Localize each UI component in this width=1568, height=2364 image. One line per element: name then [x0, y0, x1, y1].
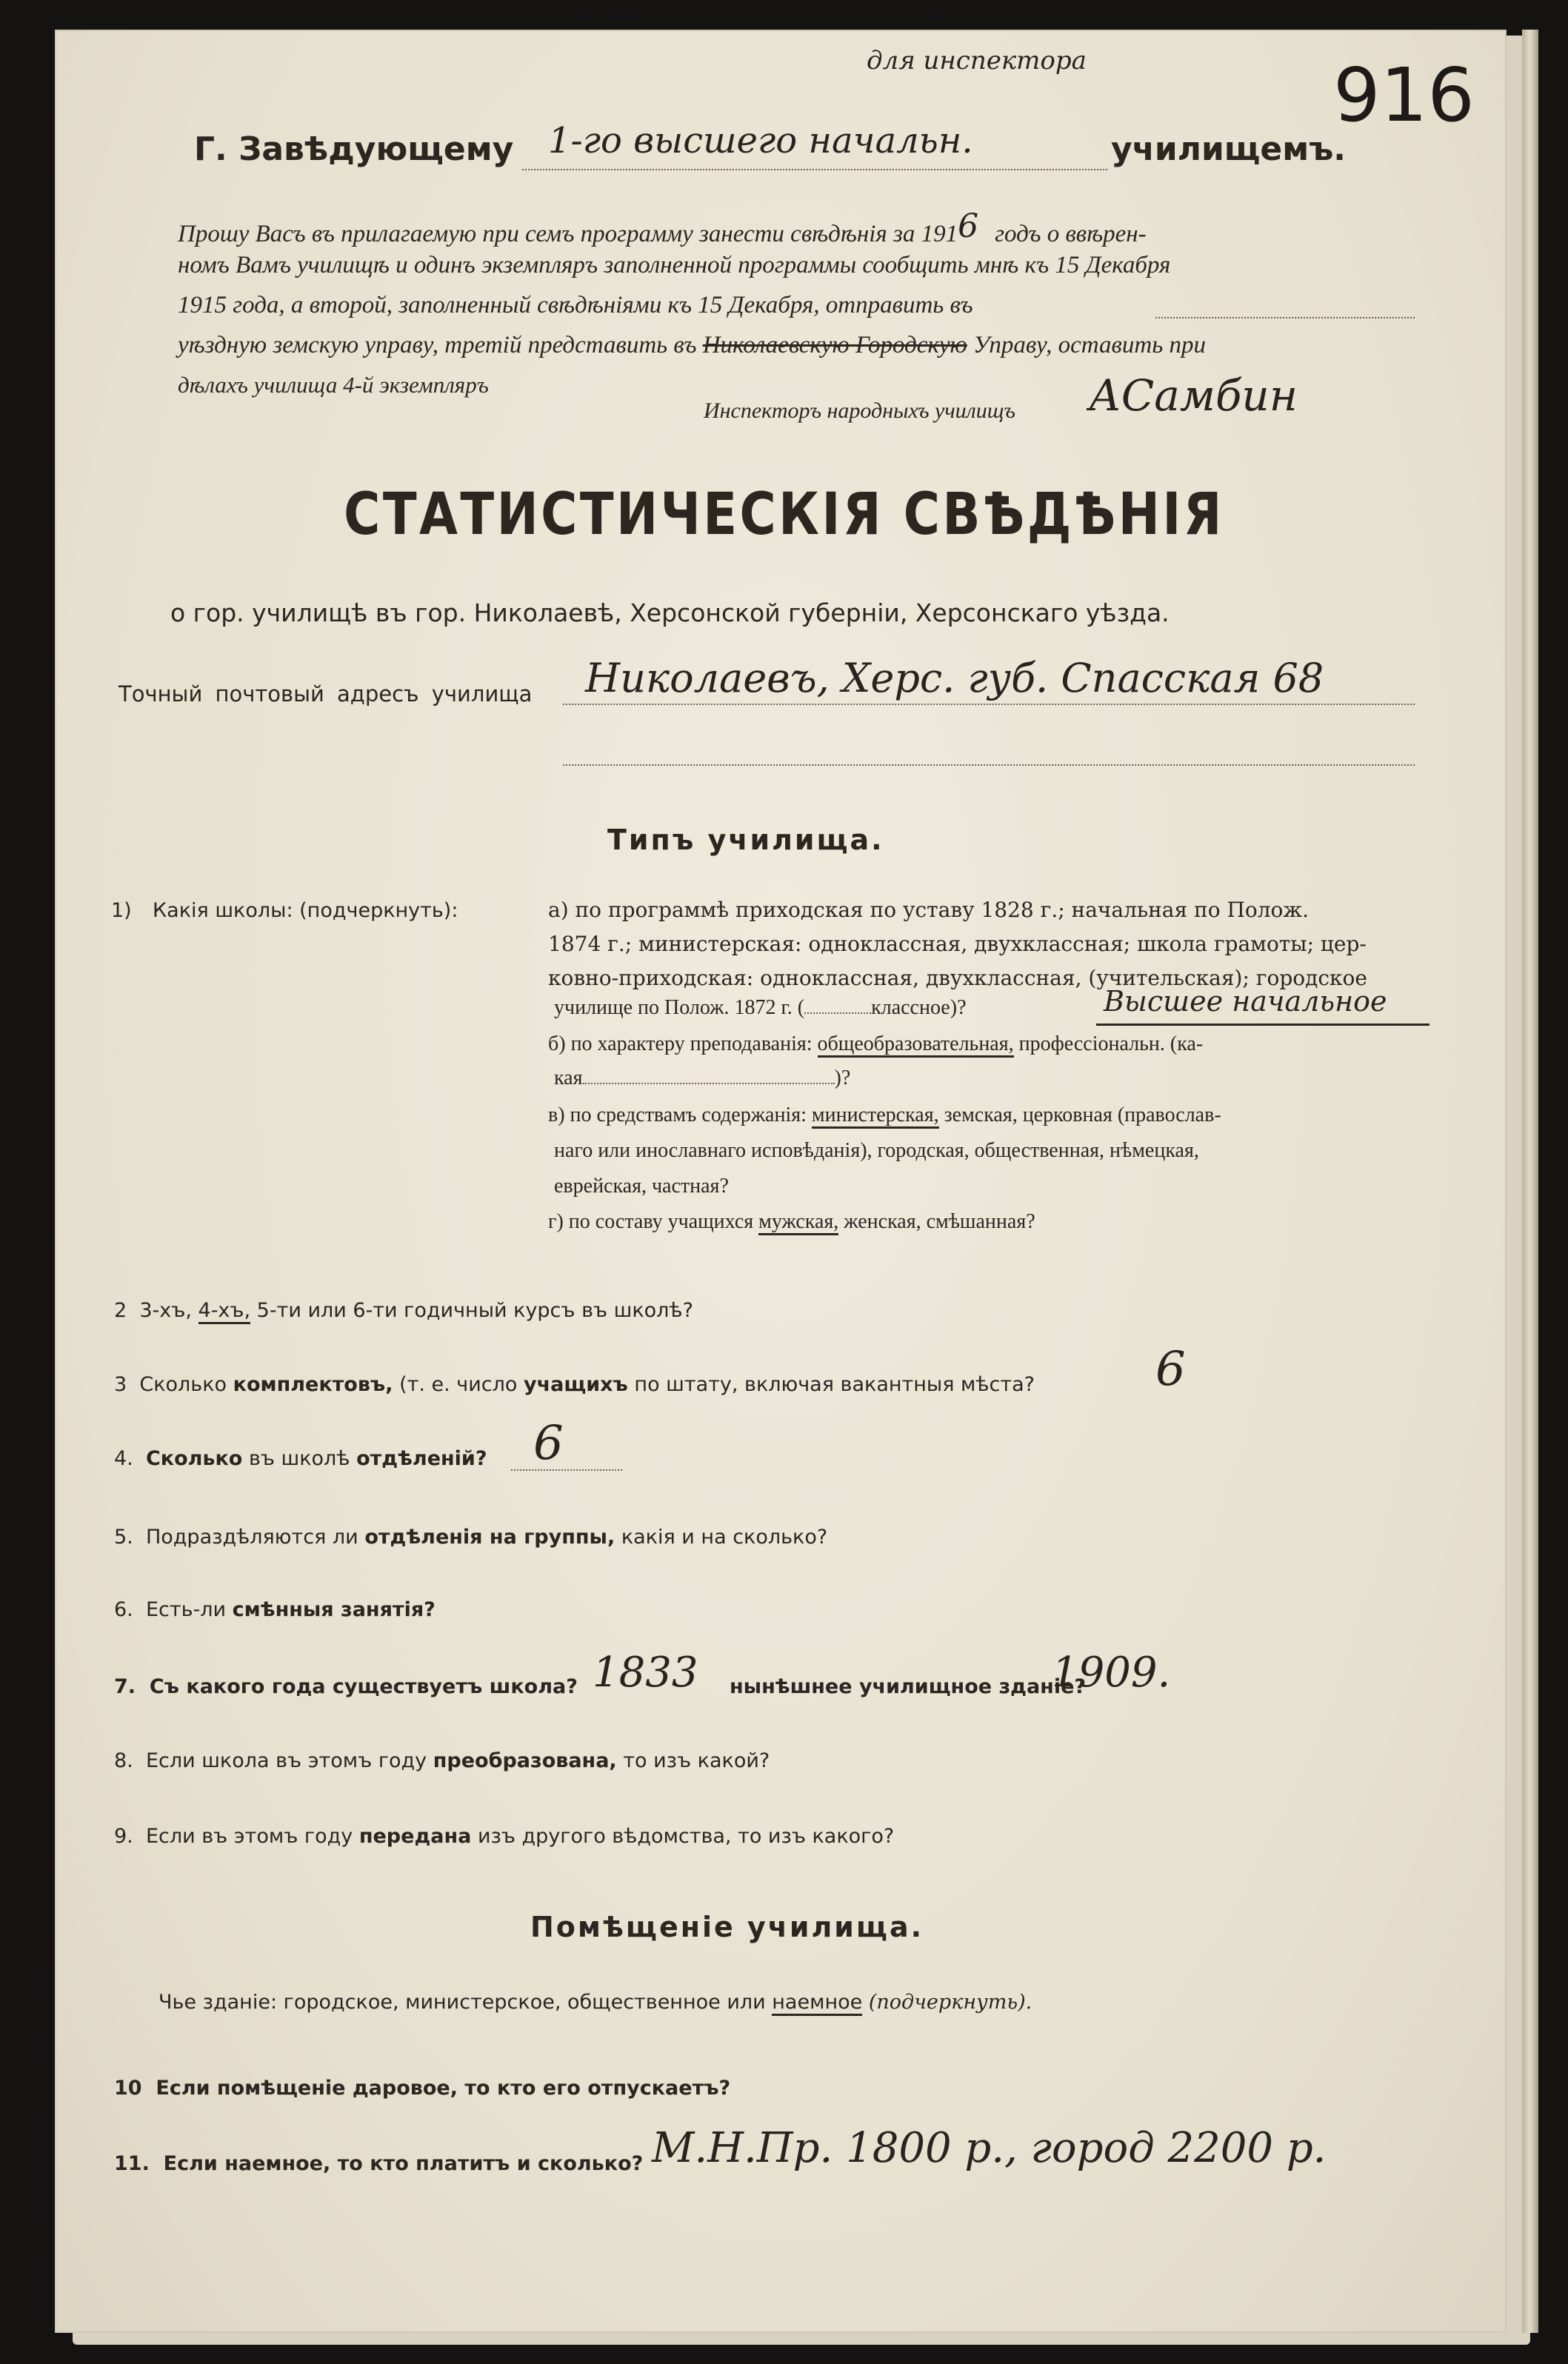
header-prefix: Г. Завѣдующему [194, 130, 514, 168]
q1-a-handwritten: Высшее начальное [1104, 985, 1387, 1018]
inspector-label: Инспекторъ народныхъ училищъ [704, 398, 1015, 423]
section-premises: Помѣщеніе училища. [530, 1911, 924, 1943]
request-line-2: номъ Вамъ училищѣ и одинъ экземпляръ заполненной программы сообщить мнѣ къ 15 Декабря [178, 252, 1171, 278]
request-line-1: Прошу Васъ въ прилагаемую при семъ программу занести свѣдѣнія за 1916 годъ о ввѣрен- [178, 207, 1147, 247]
q8: 8. Если школа въ этомъ году преобразована, то изъ какой? [114, 1749, 770, 1772]
q7-label-2: нынѣшнее училищное зданіе? [730, 1675, 1087, 1698]
header-fill-line [522, 169, 1107, 170]
q7-label: 7. Съ какого года существуетъ школа? [114, 1675, 578, 1698]
q9: 9. Если въ этомъ году передана изъ другого вѣдомства, то изъ какого? [114, 1825, 895, 1848]
header-handwritten: 1-го высшего начальн. [548, 120, 973, 161]
q4: 4. Сколько въ школѣ отдѣленій? [114, 1447, 487, 1470]
q10: 10 Если помѣщеніе даровое, то кто его отпускаетъ? [114, 2077, 731, 2100]
archive-number: 916 [1333, 52, 1475, 138]
q3-answer: 6 [1155, 1342, 1186, 1397]
q7-answer-building: 1909. [1052, 1649, 1171, 1697]
document-title: СТАТИСТИЧЕСКІЯ СВѢДѢНІЯ [344, 481, 1224, 548]
address-label: Точный почтовый адресъ училища [119, 681, 533, 707]
document-subtitle: о гор. училищѣ въ гор. Николаевѣ, Херсонской губерніи, Херсонскаго уѣзда. [170, 598, 1170, 627]
q1-option-v-3: еврейская, частная? [554, 1175, 729, 1198]
q4-fill-line [511, 1469, 622, 1471]
q1-option-b-2: кая )? [554, 1066, 851, 1089]
q1-a-underline [1096, 1024, 1429, 1026]
q1-option-b: б) по характеру преподаванія: общеобразовательная, профессіональн. (ка- [548, 1032, 1203, 1056]
page-edge [1522, 30, 1538, 2333]
q1-label: Какія школы: (подчеркнуть): [153, 899, 458, 922]
request-line-4: уѣздную земскую управу, третій представить въ Николаевскую Городскую Управу, оставить при [178, 332, 1206, 358]
q1-option-a: а) по программѣ приходская по уставу 1828 г.; начальная по Полож. 1874 г.; министерская: одноклассная, двухклассная; школа грамоты; цер- ковно-приходская: одноклассная, двухклассная, (учительская); городское [548, 898, 1367, 990]
request-fill-line [1155, 317, 1415, 318]
q5: 5. Подраздѣляются ли отдѣленія на группы, какія и на сколько? [114, 1526, 828, 1549]
request-line-5: дѣлахъ училища 4-й экземпляръ [178, 372, 489, 398]
q1-option-g: г) по составу учащихся мужская, женская, смѣшанная? [548, 1210, 1035, 1234]
header-suffix: училищемъ. [1111, 130, 1347, 168]
address-line-2 [563, 764, 1415, 766]
address-value: Николаевъ, Херс. губ. Спасская 68 [585, 655, 1324, 701]
top-note: для инспектора [867, 46, 1087, 76]
q6: 6. Есть-ли смѣнныя занятія? [114, 1598, 436, 1621]
q2: 2 3-хъ, 4-хъ, 5-ти или 6-ти годичный курсъ въ школѣ? [114, 1299, 693, 1322]
address-line-1 [563, 704, 1415, 705]
section-school-type: Типъ училища. [607, 824, 884, 856]
q7-answer-year: 1833 [593, 1649, 698, 1697]
request-line-3: 1915 года, а второй, заполненный свѣдѣніями къ 15 Декабря, отправить въ [178, 292, 973, 318]
q4-answer: 6 [533, 1416, 564, 1471]
q3: 3 Сколько комплектовъ, (т. е. число учащихъ по штату, включая вакантныя мѣста? [114, 1373, 1035, 1396]
inspector-signature: АСамбин [1089, 370, 1298, 421]
q11: 11. Если наемное, то кто платитъ и сколько? [114, 2152, 644, 2175]
q11-answer: М.Н.Пр. 1800 р., город 2200 р. [652, 2124, 1327, 2172]
q1-a-line-4: училище по Полож. 1872 г. ( классное)? [554, 996, 967, 1019]
q1-option-v-2: наго или инославнаго исповѣданія), городская, общественная, нѣмецкая, [554, 1139, 1199, 1162]
building-ownership: Чье зданіе: городское, министерское, общественное или наемное (подчеркнуть). [159, 1991, 1032, 2014]
q1-number: 1) [111, 899, 132, 922]
q1-option-v: в) по средствамъ содержанія: министерская, земская, церковная (православ- [548, 1103, 1221, 1127]
